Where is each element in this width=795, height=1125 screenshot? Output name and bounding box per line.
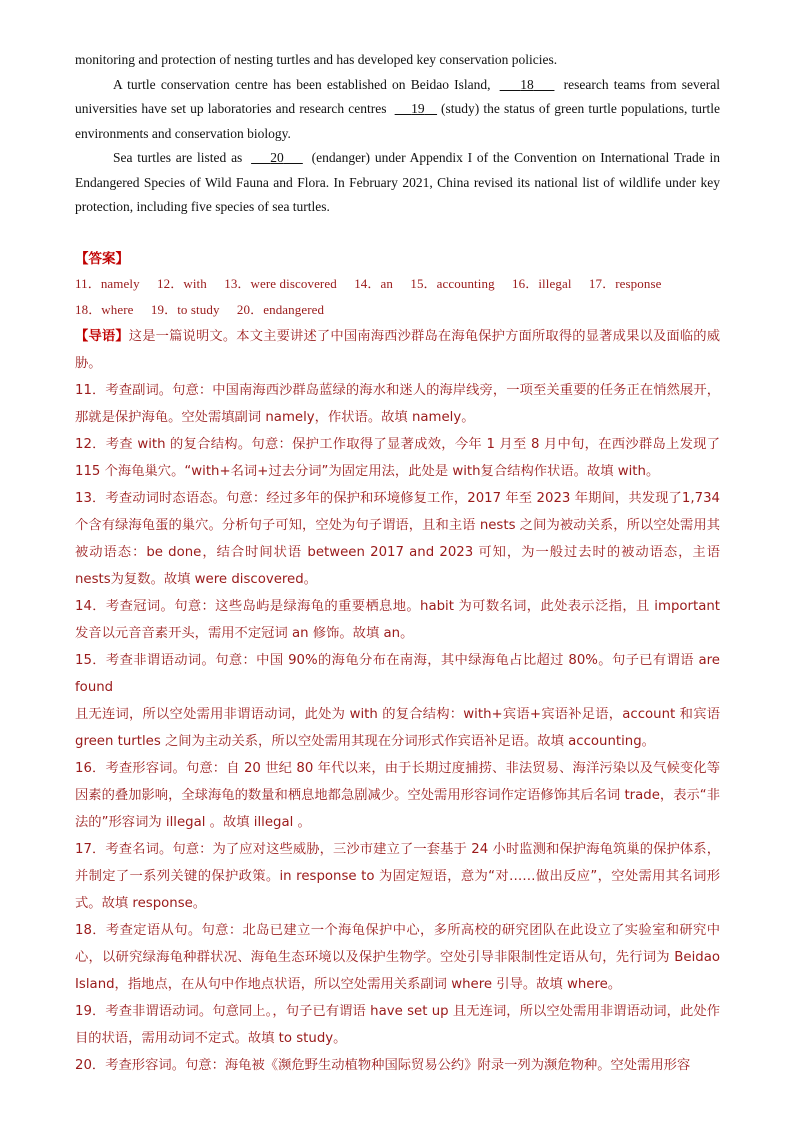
passage-paragraph-2	[75, 146, 720, 220]
explanation-12: 12．考查 with 的复合结构。句意：保护工作取得了显著成效，今年 1 月至 8 月中旬，在西沙群岛上发现了 115 个海龟巢穴。“with+名词+过去分词”为固定用法，此处是 with复合结构作状语。故填 with。	[75, 436, 720, 479]
answer-item: 14．an	[354, 275, 393, 291]
passage-text: research teams from several universities have set up laboratories and research centres	[75, 76, 721, 116]
explanation-15-continued: 且无连词，所以空处需用非谓语动词，此处为 with 的复合结构：with+宾语+宾语补足语，account 和宾语 green turtles 之间为主动关系，所以空处需用其现在分词形式作宾语补足语。故填 accounting。	[75, 706, 720, 749]
explanation-17: 17．考查名词。句意：为了应对这些威胁，三沙市建立了一套基于 24 小时监测和保护海龟筑巢的保护体系，并制定了一系列关键的保护政策。in response to 为固定短语，意为“对……做出反应”，空处需用其名词形式。故填 response。	[75, 841, 720, 911]
explanation-14: 14．考查冠词。句意：这些岛屿是绿海龟的重要栖息地。habit 为可数名词，此处表示泛指，且 important 发音以元音音素开头，需用不定冠词 an 修饰。故填 an。	[75, 598, 720, 641]
document-page	[75, 48, 720, 1079]
passage-text: A turtle conservation centre has been established on Beidao Island,	[113, 76, 496, 92]
passage-text: (endanger) under Appendix I of the Convention on International Trade in Endangered Species of Wild Fauna and Flora. In February 2021, China revised its national list of wildlife under key protection, including five species of sea turtles.	[75, 150, 720, 214]
answer-item: 15．accounting	[410, 275, 495, 291]
answer-list	[75, 271, 720, 323]
explanation-20: 20．考查形容词。句意：海龟被《濒危野生动植物种国际贸易公约》附录一列为濒危物种。空处需用形容	[75, 1057, 691, 1073]
explanation-15: 15．考查非谓语动词。句意：中国 90%的海龟分布在南海，其中绿海龟占比超过 80%。句子已有谓语 are found	[75, 652, 720, 695]
answer-item: 12．with	[157, 275, 207, 291]
answer-item: 17．response	[588, 275, 662, 291]
blank-20: 20	[270, 150, 284, 165]
explanation-16: 16．考查形容词。句意：自 20 世纪 80 年代以来，由于长期过度捕捞、非法贸易、海洋污染以及气候变化等因素的叠加影响，全球海龟的数量和栖息地都急剧减少。空处需用形容词作定语修饰其后名词 trade，表示“非法的”形容词为 illegal 。故填 illegal 。	[75, 760, 720, 830]
answer-heading: 【答案】	[75, 250, 129, 267]
guide-tag: 【导语】	[75, 328, 129, 344]
blank-18: 18	[520, 76, 534, 92]
explanation-11: 11．考查副词。句意：中国南海西沙群岛蓝绿的海水和迷人的海岸线旁，一项至关重要的任务正在悄然展开，那就是保护海龟。空处需填副词 namely，作状语。故填 namely。	[75, 382, 720, 425]
guide-paragraph	[75, 323, 720, 377]
explanation-19: 19．考查非谓语动词。句意同上。，句子已有谓语 have set up 且无连词，所以空处需用非谓语动词，此处作目的状语，需用动词不定式。故填 to study。	[75, 1003, 720, 1046]
answer-item: 20．endangered	[236, 301, 325, 317]
passage-paragraph-0	[75, 48, 720, 73]
answer-item: 13．were discovered	[224, 275, 337, 291]
passage-text: Sea turtles are listed as	[113, 150, 248, 165]
passage-text: (study) the status of green turtle populations, turtle environments and conservation biology.	[75, 101, 721, 141]
guide-text: 这是一篇说明文。本文主要讲述了中国南海西沙群岛在海龟保护方面所取得的显著成果以及面临的威胁。	[75, 328, 721, 371]
passage-paragraph-1	[75, 73, 720, 147]
answer-item: 11．namely	[75, 275, 140, 291]
answer-item: 19．to study	[150, 301, 220, 317]
answer-item: 16．illegal	[512, 275, 572, 291]
passage-text: monitoring and protection of nesting turtles and has developed key conservation policies.	[75, 52, 558, 67]
answer-item: 18．where	[75, 301, 134, 317]
blank-19: 19	[411, 101, 425, 116]
explanation-13: 13．考查动词时态语态。句意：经过多年的保护和环境修复工作，2017 年至 2023 年期间，共发现了1,734 个含有绿海龟蛋的巢穴。分析句子可知，空处为句子谓语，且和主语 nests 之间为被动关系，所以空处需用其被动语态：be done，结合时间状语 between 2017 and 2023 可知，为一般过去时的被动语态，主语 nests为复数。故填 were discovered。	[75, 490, 720, 587]
explanation-18: 18．考查定语从句。句意：北岛已建立一个海龟保护中心，多所高校的研究团队在此设立了实验室和研究中心，以研究绿海龟种群状况、海龟生态环境以及保护生物学。空处引导非限制性定语从句，先行词为 Beidao Island，指地点，在从句中作地点状语，所以空处需用关系副词 where 引导。故填 where。	[75, 922, 720, 992]
